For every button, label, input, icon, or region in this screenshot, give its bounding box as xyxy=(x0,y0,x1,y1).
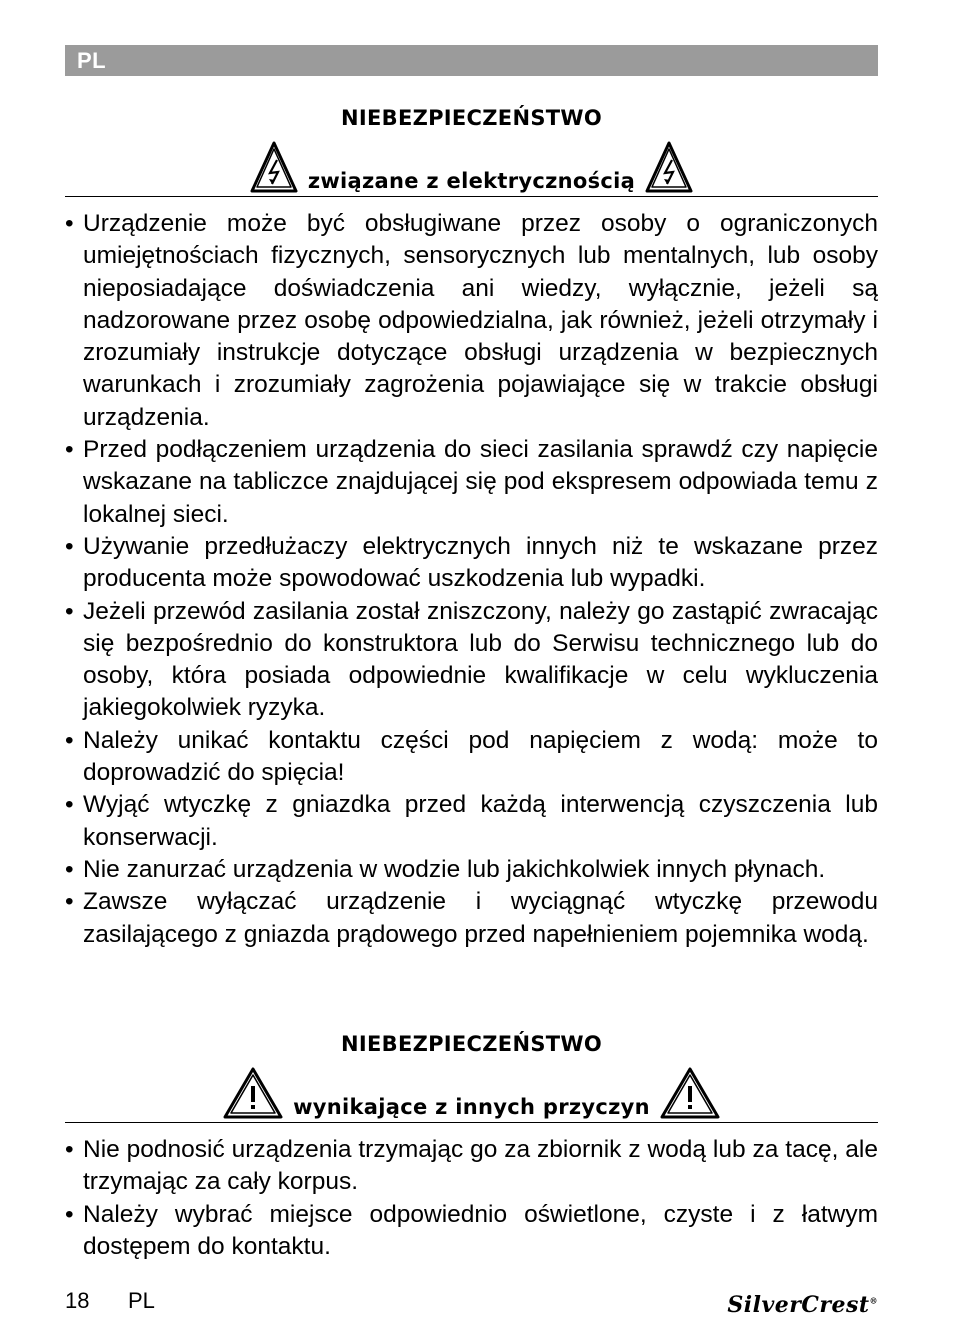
brand-name: SilverCrest xyxy=(727,1292,870,1318)
list-item: • Urządzenie może być obsługiwane przez osoby o ograniczonych umiejętnościach fizycznych, sensorycznych lub mentalnych, lub osoby nieposiadające doświadczenia ani wiedzy, wyłącznie, jeżeli są nadzorowane przez osobę odpowiedzialna, jak również, jeżeli otrzymały i zrozumiały instrukcje dotyczące obsługi urządzenia w bezpiecznych warunkach i zrozumiały zagrożenia pojawiające się w trakcie obsługi urządzenia. xyxy=(65,208,878,434)
list-item: • Zawsze wyłączać urządzenie i wyciągnąć wtyczkę przewodu zasilającego z gniazda prądowego przed napełnieniem pojemnika wodą. xyxy=(65,886,878,951)
footer-language: PL xyxy=(128,1288,155,1313)
general-warning-icon xyxy=(223,1066,283,1120)
section-1-title: NIEBEZPIECZEŃSTWO xyxy=(341,106,602,130)
list-item: • Jeżeli przewód zasilania został zniszczony, należy go zastąpić zwracając się bezpośrednio do konstruktora lub do Serwisu technicznego lub do osoby, która posiada odpowiednie kwalifikacje w celu wykluczenia jakiegokolwiek ryzyka. xyxy=(65,596,878,725)
general-warning-icon xyxy=(660,1066,720,1120)
language-header-bar xyxy=(65,45,878,76)
page-number: 18 xyxy=(65,1288,90,1313)
list-item: • Należy unikać kontaktu części pod napięciem z wodą: może to doprowadzić do spięcia! xyxy=(65,725,878,790)
section-2-subtitle-row xyxy=(65,1060,878,1123)
section-1-subtitle-row xyxy=(65,134,878,197)
list-item: • Przed podłączeniem urządzenia do sieci zasilania sprawdź czy napięcie wskazane na tabliczce znajdującej się pod ekspresem odpowiada temu z lokalnej sieci. xyxy=(65,434,878,531)
section-2-subtitle: wynikające z innych przyczyn xyxy=(293,1095,650,1119)
list-item: • Nie zanurzać urządzenia w wodzie lub jakichkolwiek innych płynach. xyxy=(65,854,878,886)
section-1-list xyxy=(65,208,878,951)
section-2-title: NIEBEZPIECZEŃSTWO xyxy=(341,1032,602,1056)
brand-logo: SilverCrest® xyxy=(727,1292,878,1318)
list-item: • Nie podnosić urządzenia trzymając go za zbiornik z wodą lub za tacę, ale trzymając za cały korpus. xyxy=(65,1134,878,1199)
section-1-subtitle: związane z elektrycznością xyxy=(307,169,636,193)
list-item: • Wyjąć wtyczkę z gniazdka przed każdą interwencją czyszczenia lub konserwacji. xyxy=(65,789,878,854)
electric-hazard-icon xyxy=(250,140,298,194)
list-item: • Należy wybrać miejsce odpowiednio oświetlone, czyste i z łatwym dostępem do kontaktu. xyxy=(65,1199,878,1264)
section-2-list xyxy=(65,1134,878,1263)
electric-hazard-icon xyxy=(645,140,693,194)
language-code: PL xyxy=(77,48,107,73)
list-item: • Używanie przedłużaczy elektrycznych innych niż te wskazane przez producenta może spowodować uszkodzenia lub wypadki. xyxy=(65,531,878,596)
